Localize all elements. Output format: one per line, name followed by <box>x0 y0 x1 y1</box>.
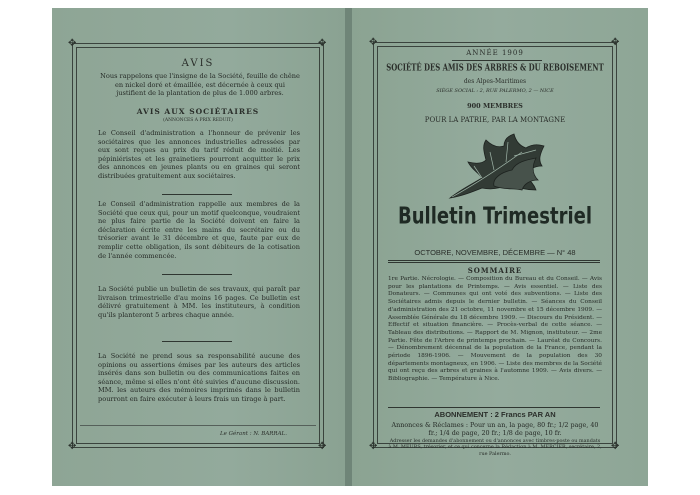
paragraph-annonces: Le Conseil d'administration a l'honneur de prévenir les sociétaires que les annonces industrielles adressées par eux sont reçues au prix du tarif réduit de moitié. Les pépiniéristes et les grainetiers pourront acquitter le prix des annonces en jeunes plants ou en graines qui seront distribuées gratuitement aux sociétaires. <box>98 129 300 180</box>
avis-societaires-subtitle: (ANNONCES A PRIX REDUIT) <box>163 118 233 123</box>
divider <box>388 407 600 408</box>
divider <box>80 425 316 426</box>
corner-ornament-icon: ✥ <box>68 441 77 452</box>
left-page <box>52 8 347 486</box>
corner-ornament-icon: ✥ <box>369 441 378 452</box>
gerant-signature: Le Gérant : N. BARRAL. <box>220 431 287 437</box>
siege-social: SIÈGE SOCIAL : 2, RUE PALERMO, 2 — NICE <box>436 88 554 94</box>
corner-ornament-icon: ✥ <box>611 441 620 452</box>
corner-ornament-icon: ✥ <box>318 38 327 49</box>
bulletin-title: Bulletin Trimestriel <box>398 202 592 231</box>
society-region: des Alpes-Maritimes <box>463 78 527 85</box>
divider <box>452 60 542 61</box>
annee: ANNÉE 1909 <box>466 49 524 57</box>
paragraph-demission: Le Conseil d'administration rappelle aux membres de la Société que ceux qui, pour un motif quelconque, voudraient ne plus faire partie de la Société doivent en faire la déclaration écrite entre les mains du secrétaire ou du trésorier avant le 31 décembre et que, faute par eux de remplir cette obligation, ils sont débiteurs de la cotisation de l'année commencée. <box>98 200 300 260</box>
society-name: SOCIÉTÉ DES AMIS DES ARBRES & DU REBOISEMENT <box>386 62 604 74</box>
avis-title: AVIS <box>181 58 215 69</box>
right-page <box>352 8 648 486</box>
corner-ornament-icon: ✥ <box>318 441 327 452</box>
avis-text: Nous rappelons que l'insigne de la Société, feuille de chêne en nickel doré et émaillée, est décernée à ceux qui justifient de la plantation de plus de 1.000 arbres. <box>100 72 300 98</box>
sommaire-title: SOMMAIRE <box>467 266 523 275</box>
divider <box>388 260 600 261</box>
membres-count: 900 MEMBRES <box>467 102 523 110</box>
divider <box>388 262 600 263</box>
corner-ornament-icon: ✥ <box>611 37 620 48</box>
footer-adresse: Adresser les demandes d'abonnement ou d'annonces avec timbres-poste ou mandats à M. MEURS, trésorier, et ce qui concerne la Rédaction à M. MERCIER, secrétaire, 2, rue Palermo. <box>388 438 602 457</box>
divider <box>162 274 232 275</box>
avis-societaires-title: AVIS AUX SOCIÉTAIRES <box>136 107 260 116</box>
annonces-tarif: Annonces & Réclames : Pour un an, la page, 80 fr.; 1/2 page, 40 fr.; 1/4 de page, 20 fr.; 1/8 de page, 10 fr. <box>391 421 599 437</box>
corner-ornament-icon: ✥ <box>369 37 378 48</box>
sommaire-text: 1re Partie. Nécrologie. — Composition du Bureau et du Conseil. — Avis pour les plantations de Printemps. — Avis essentiel. — Liste des Donateurs. — Communes qui ont voté des subventions. — Liste des Sociétaires admis depuis le dernier bulletin. — Séances du Conseil d'administration des 21 octobre, 11 novembre et 15 décembre 1909. — Assemblée Générale du 18 décembre 1909. — Discours du Président. — Effectif et situation financière. — Procès-verbal de cette séance. — Tableau des distributions. — Rapport de M. Mignon, instituteur. — 2me Partie. Fête de l'Arbre de printemps prochain. — Lauréat du Concours. — Dénombrement décennal de la population de la France, pendant la période 1896-1906. — Mouvement de la population des 30 départements montagneux, en 1906. — Liste des membres de la Société qui ont reçu des arbres et graines à l'automne 1909. — Avis divers. — Bibliographie. — Température à Nice. <box>388 276 602 383</box>
oak-leaf-acorn-icon <box>442 130 552 204</box>
divider <box>162 341 232 342</box>
paragraph-bulletin: La Société publie un bulletin de ses travaux, qui paraît par livraison trimestrielle d'au moins 16 pages. Ce bulletin est délivré gratuitement à MM. les instituteurs, à condition qu'ils planteront 5 arbres chaque année. <box>98 285 300 319</box>
issue-period: OCTOBRE, NOVEMBRE, DÉCEMBRE — N° 48 <box>414 248 576 257</box>
abonnement: ABONNEMENT : 2 Francs PAR AN <box>434 410 556 419</box>
paragraph-responsabilite: La Société ne prend sous sa responsabilité aucune des opinions ou assertions émises par les auteurs des articles insérés dans son bulletin ou des communications faites en séance, même si elles n'ont été suivies d'aucune discussion. MM. les auteurs des mémoires imprimés dans le bulletin pourront en faire exécuter à leurs frais un tirage à part. <box>98 352 300 403</box>
devise: POUR LA PATRIE, PAR LA MONTAGNE <box>424 116 566 124</box>
corner-ornament-icon: ✥ <box>68 38 77 49</box>
divider <box>162 194 232 195</box>
